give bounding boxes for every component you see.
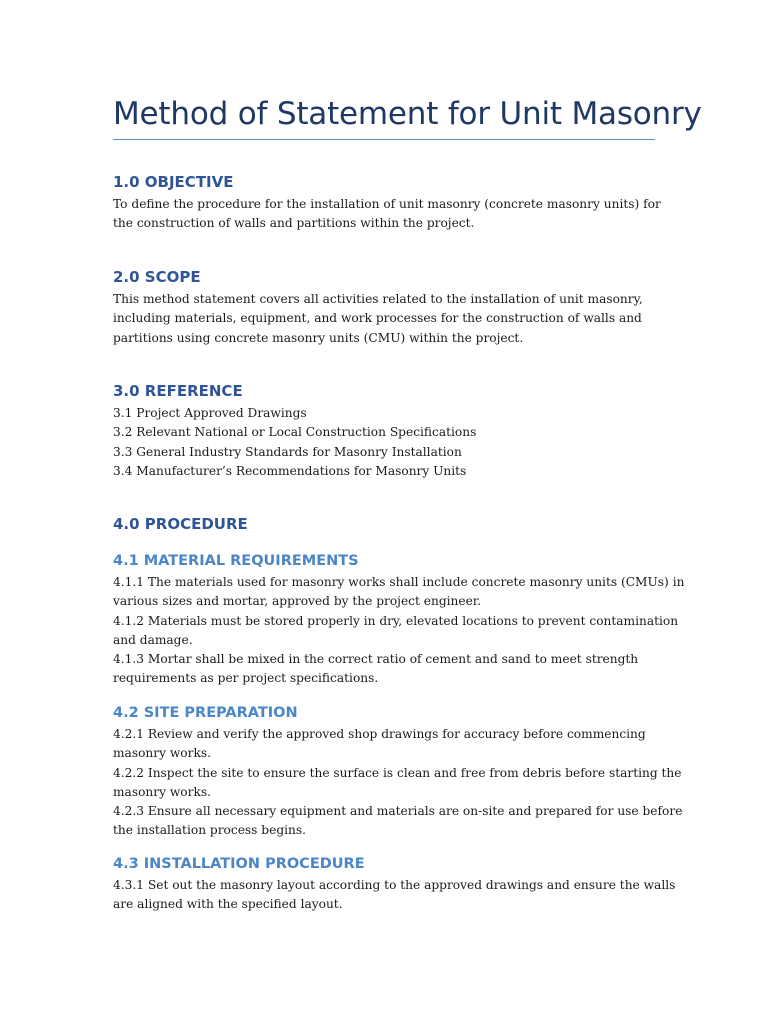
subsection-heading-material: 4.1 MATERIAL REQUIREMENTS	[113, 553, 359, 569]
paragraph-line: the construction of walls and partitions within the project.	[113, 216, 475, 231]
paragraph-line: 4.2.2 Inspect the site to ensure the surface is clean and free from debris before starting the	[113, 765, 682, 780]
paragraph-line: 4.2.3 Ensure all necessary equipment and materials are on-site and prepared for use before	[113, 804, 683, 819]
document-page	[113, 0, 702, 912]
material-paragraph	[113, 573, 685, 689]
title-divider	[113, 139, 655, 140]
section-reference	[113, 380, 673, 481]
paragraph-line: masonry works.	[113, 784, 211, 799]
paragraph-line: 4.3.1 Set out the masonry layout according to the approved drawings and ensure the walls	[113, 878, 676, 892]
paragraph-line: requirements as per project specifications.	[113, 671, 379, 686]
paragraph-line: 4.2.1 Review and verify the approved shop drawings for accuracy before commencing	[113, 727, 646, 741]
paragraph-line: various sizes and mortar, approved by the project engineer.	[113, 594, 482, 609]
section-heading-procedure: 4.0 PROCEDURE	[113, 515, 248, 533]
reference-item: 3.2 Relevant National or Local Construction Specifications	[113, 425, 477, 440]
objective-paragraph	[113, 195, 673, 234]
subsection-heading-installation: 4.3 INSTALLATION PROCEDURE	[113, 856, 365, 872]
reference-item: 3.4 Manufacturer’s Recommendations for Masonry Units	[113, 463, 467, 478]
paragraph-line: masonry works.	[113, 746, 211, 761]
section-scope	[113, 266, 673, 348]
reference-item: 3.1 Project Approved Drawings	[113, 406, 307, 420]
subsection-site-preparation	[113, 702, 683, 841]
subsection-heading-site: 4.2 SITE PREPARATION	[113, 705, 298, 721]
paragraph-line: including materials, equipment, and work processes for the construction of walls and	[113, 311, 642, 326]
paragraph-line: partitions using concrete masonry units (CMU) within the project.	[113, 330, 524, 345]
paragraph-line: 4.1.3 Mortar shall be mixed in the correct ratio of cement and sand to meet strength	[113, 652, 639, 667]
document-title: Method of Statement for Unit Masonry	[113, 96, 702, 132]
section-procedure	[113, 513, 673, 535]
site-paragraph	[113, 725, 683, 841]
subsection-material-requirements	[113, 550, 685, 689]
paragraph-line: To define the procedure for the installation of unit masonry (concrete masonry units) for	[113, 197, 661, 211]
paragraph-line: 4.1.1 The materials used for masonry works shall include concrete masonry units (CMUs) in	[113, 575, 685, 589]
installation-paragraph	[113, 876, 676, 915]
paragraph-line: the installation process begins.	[113, 823, 306, 838]
section-objective	[113, 171, 673, 234]
paragraph-line: 4.1.2 Materials must be stored properly in dry, elevated locations to prevent contamination	[113, 613, 679, 628]
paragraph-line: This method statement covers all activities related to the installation of unit masonry,	[113, 292, 643, 306]
section-heading-scope: 2.0 SCOPE	[113, 268, 201, 286]
reference-list	[113, 404, 673, 481]
section-heading-reference: 3.0 REFERENCE	[113, 382, 243, 400]
section-heading-objective: 1.0 OBJECTIVE	[113, 173, 234, 191]
scope-paragraph	[113, 290, 673, 348]
subsection-installation-procedure	[113, 853, 676, 915]
paragraph-line: are aligned with the specified layout.	[113, 897, 343, 912]
paragraph-line: and damage.	[113, 632, 193, 647]
reference-item: 3.3 General Industry Standards for Masonry Installation	[113, 444, 462, 459]
